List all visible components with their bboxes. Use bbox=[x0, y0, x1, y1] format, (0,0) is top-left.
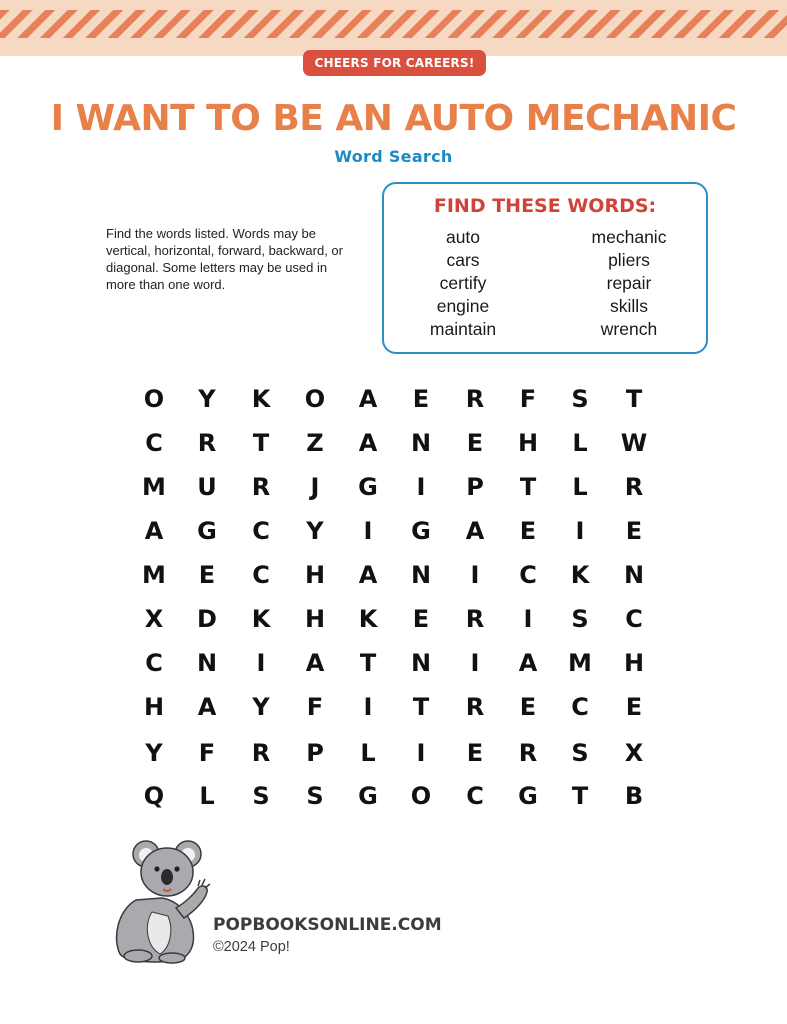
word-item: skills bbox=[610, 296, 648, 316]
grid-letter: X bbox=[144, 605, 164, 633]
grid-letter: R bbox=[518, 739, 538, 767]
grid-letter: T bbox=[359, 649, 377, 677]
grid-letter: I bbox=[363, 693, 373, 721]
word-item: engine bbox=[436, 296, 490, 316]
grid-letter: A bbox=[518, 649, 538, 677]
grid-letter: U bbox=[197, 473, 217, 501]
word-item: mechanic bbox=[591, 227, 667, 247]
grid-letter: D bbox=[197, 605, 217, 633]
grid-letter: H bbox=[304, 561, 326, 589]
grid-letter: L bbox=[572, 473, 588, 501]
grid-letter: O bbox=[143, 385, 165, 413]
grid-letter: N bbox=[410, 561, 432, 589]
grid-letter: T bbox=[519, 473, 537, 501]
copyright-text: ©2024 Pop! bbox=[213, 939, 290, 955]
website-link[interactable]: POPBOOKSONLINE.COM bbox=[213, 915, 442, 935]
grid-letter: W bbox=[620, 429, 648, 457]
grid-letter: C bbox=[252, 517, 270, 545]
grid-letter: H bbox=[143, 693, 165, 721]
grid-letter: J bbox=[310, 473, 320, 501]
grid-letter: G bbox=[197, 517, 217, 545]
grid-letter: E bbox=[466, 429, 484, 457]
grid-letter: E bbox=[519, 517, 537, 545]
grid-letter: N bbox=[410, 649, 432, 677]
grid-letter: F bbox=[198, 739, 216, 767]
grid-letter: G bbox=[411, 517, 431, 545]
grid-letter: T bbox=[252, 429, 270, 457]
grid-letter: C bbox=[466, 782, 484, 810]
grid-letter: Y bbox=[198, 385, 216, 413]
grid-letter: R bbox=[465, 605, 485, 633]
grid-letter: O bbox=[304, 385, 326, 413]
grid-letter: I bbox=[470, 649, 480, 677]
grid-letter: H bbox=[304, 605, 326, 633]
grid-letter: C bbox=[145, 649, 163, 677]
grid-letter: F bbox=[519, 385, 537, 413]
koala-icon bbox=[108, 838, 218, 964]
instructions-text: Find the words listed. Words may be vertical, horizontal, forward, backward, or diagonal. Some letters may be used in more than one word. bbox=[106, 226, 343, 292]
word-list-title: FIND THESE WORDS: bbox=[433, 195, 657, 217]
grid-letter: I bbox=[523, 605, 533, 633]
grid-letter: G bbox=[358, 782, 378, 810]
grid-letter: K bbox=[251, 605, 271, 633]
grid-letter: N bbox=[196, 649, 218, 677]
grid-letter: A bbox=[197, 693, 217, 721]
grid-letter: M bbox=[568, 649, 592, 677]
grid-letter: P bbox=[466, 473, 484, 501]
grid-letter: H bbox=[517, 429, 539, 457]
grid-letter: I bbox=[470, 561, 480, 589]
grid-letter: Y bbox=[306, 517, 324, 545]
grid-letter: R bbox=[465, 385, 485, 413]
grid-letter: R bbox=[251, 473, 271, 501]
grid-letter: E bbox=[412, 605, 430, 633]
grid-letter: M bbox=[142, 561, 166, 589]
grid-letter: S bbox=[571, 385, 589, 413]
grid-letter: Y bbox=[252, 693, 270, 721]
word-item: maintain bbox=[429, 319, 497, 339]
grid-letter: E bbox=[412, 385, 430, 413]
grid-letter: G bbox=[358, 473, 378, 501]
grid-letter: A bbox=[144, 517, 164, 545]
grid-letter: C bbox=[625, 605, 643, 633]
grid-letter: T bbox=[625, 385, 643, 413]
grid-letter: E bbox=[519, 693, 537, 721]
grid-letter: F bbox=[306, 693, 324, 721]
grid-letter: E bbox=[625, 517, 643, 545]
grid-letter: E bbox=[625, 693, 643, 721]
grid-letter: T bbox=[571, 782, 589, 810]
grid-letter: R bbox=[197, 429, 217, 457]
grid-letter: Y bbox=[145, 739, 163, 767]
word-item: wrench bbox=[600, 319, 658, 339]
grid-letter: H bbox=[623, 649, 645, 677]
grid-letter: G bbox=[518, 782, 538, 810]
grid-letter: R bbox=[465, 693, 485, 721]
grid-letter: K bbox=[251, 385, 271, 413]
word-item: auto bbox=[445, 227, 481, 247]
grid-letter: O bbox=[410, 782, 432, 810]
word-item: certify bbox=[439, 273, 487, 293]
grid-letter: K bbox=[358, 605, 378, 633]
grid-letter: N bbox=[623, 561, 645, 589]
grid-letter: R bbox=[251, 739, 271, 767]
grid-letter: I bbox=[416, 739, 426, 767]
grid-letter: X bbox=[624, 739, 644, 767]
grid-letter: C bbox=[145, 429, 163, 457]
grid-letter: S bbox=[306, 782, 324, 810]
grid-letter: A bbox=[465, 517, 485, 545]
grid-letter: S bbox=[252, 782, 270, 810]
word-item: cars bbox=[446, 250, 480, 270]
grid-letter: C bbox=[252, 561, 270, 589]
word-item: pliers bbox=[608, 250, 650, 270]
grid-letter: L bbox=[572, 429, 588, 457]
grid-letter: Z bbox=[306, 429, 324, 457]
grid-letter: B bbox=[624, 782, 644, 810]
category-badge: CHEERS FOR CAREERS! bbox=[303, 50, 486, 76]
grid-letter: E bbox=[198, 561, 216, 589]
page-title: I WANT TO BE AN AUTO MECHANIC bbox=[50, 98, 737, 139]
grid-letter: T bbox=[412, 693, 430, 721]
grid-letter: I bbox=[416, 473, 426, 501]
grid-letter: N bbox=[410, 429, 432, 457]
grid-letter: A bbox=[305, 649, 325, 677]
grid-letter: Q bbox=[143, 782, 165, 810]
grid-letter: M bbox=[142, 473, 166, 501]
grid-letter: R bbox=[624, 473, 644, 501]
word-item: repair bbox=[606, 273, 652, 293]
grid-letter: K bbox=[570, 561, 590, 589]
grid-letter: I bbox=[256, 649, 266, 677]
grid-letter: I bbox=[363, 517, 373, 545]
grid-letter: C bbox=[571, 693, 589, 721]
grid-letter: L bbox=[199, 782, 215, 810]
page-subtitle: Word Search bbox=[334, 147, 453, 166]
grid-letter: S bbox=[571, 739, 589, 767]
grid-letter: I bbox=[575, 517, 585, 545]
grid-letter: L bbox=[360, 739, 376, 767]
grid-letter: A bbox=[358, 561, 378, 589]
grid-letter: A bbox=[358, 385, 378, 413]
grid-letter: S bbox=[571, 605, 589, 633]
grid-letter: E bbox=[466, 739, 484, 767]
grid-letter: P bbox=[306, 739, 324, 767]
grid-letter: C bbox=[519, 561, 537, 589]
grid-letter: A bbox=[358, 429, 378, 457]
